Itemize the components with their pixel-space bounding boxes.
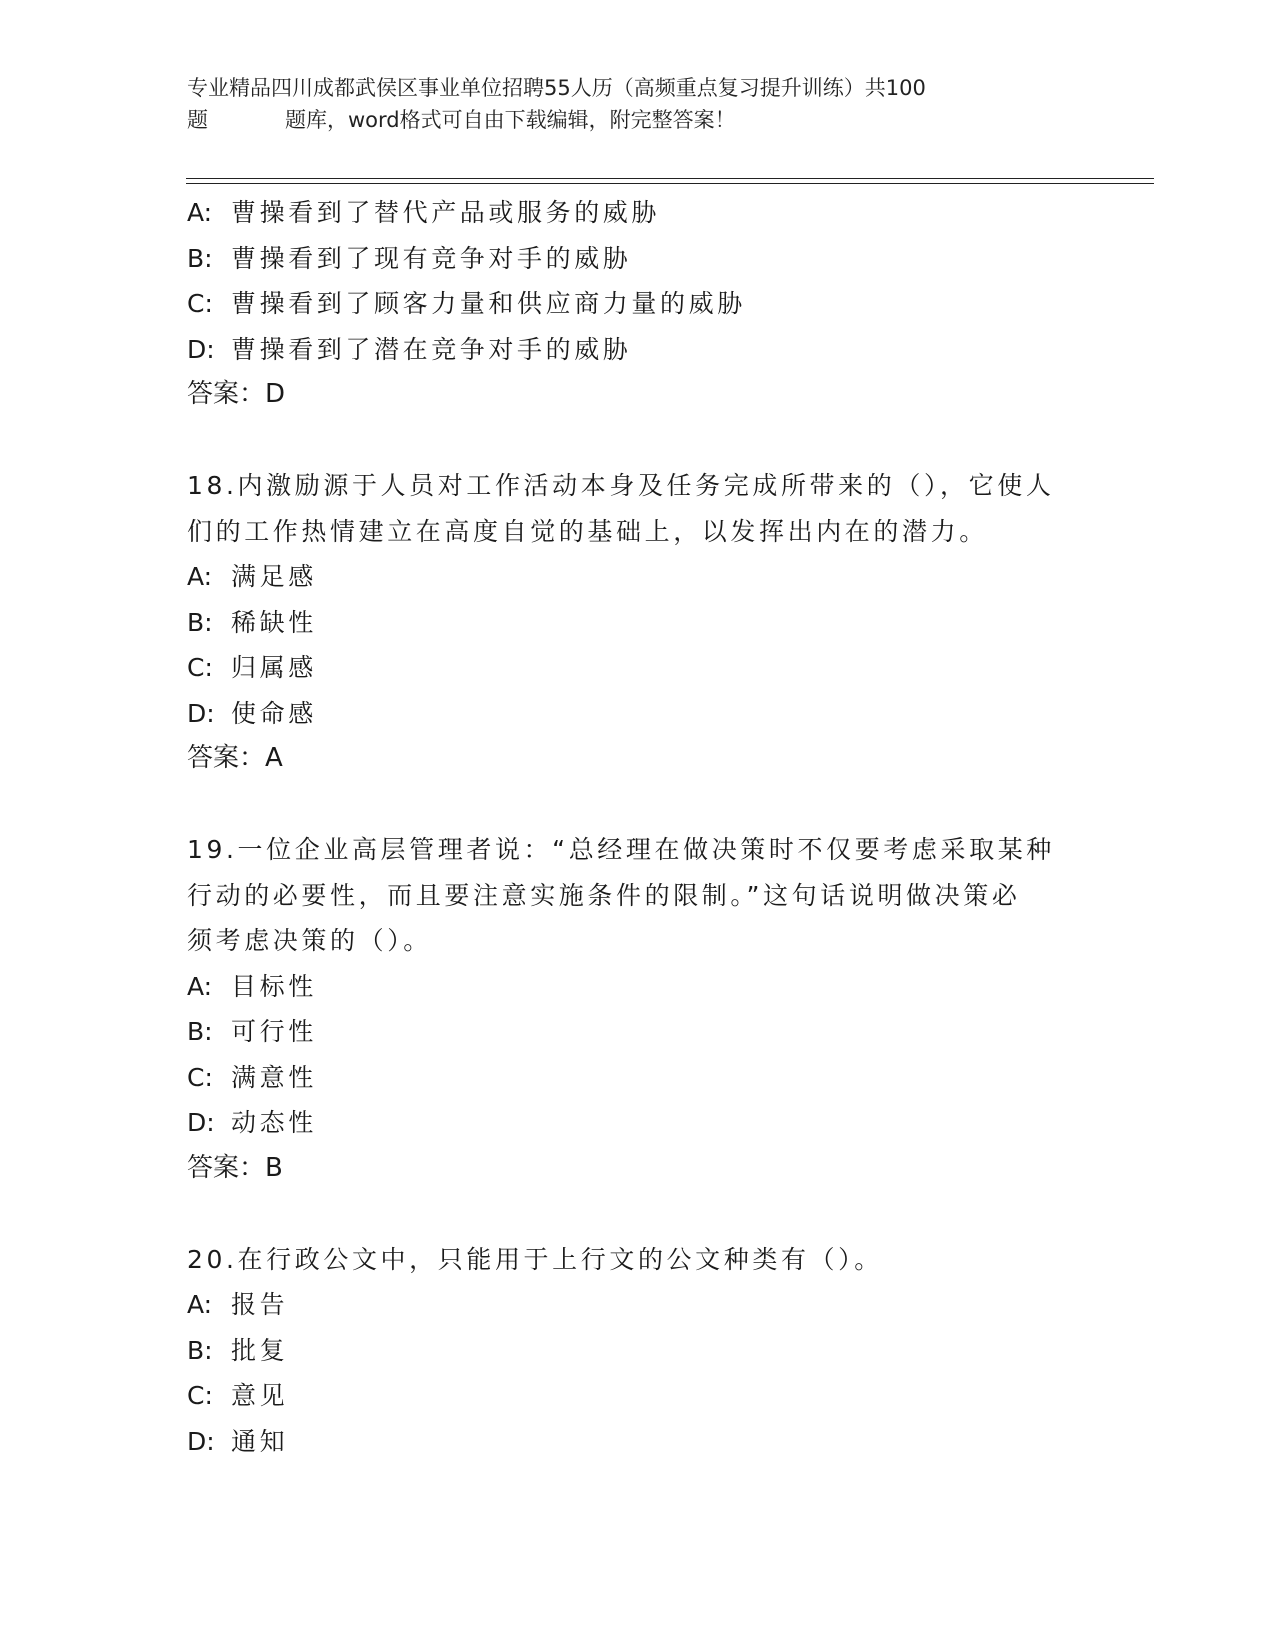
option-text: 使命感 [231, 698, 317, 728]
question-content [187, 190, 1087, 1464]
option-label: A: [187, 971, 213, 1001]
option-b [187, 1328, 1087, 1374]
option-label: A: [187, 562, 213, 591]
option-label: D: [187, 1108, 215, 1137]
option-a [187, 964, 1087, 1010]
option-text: 通知 [231, 1426, 289, 1456]
question-stem-line: 20.在行政公文中，只能用于上行文的公文种类有（）。 [187, 1244, 883, 1274]
option-label: C: [187, 289, 213, 318]
page-header [187, 72, 1087, 136]
option-label: B: [187, 1017, 213, 1046]
option-text: 报告 [231, 1290, 289, 1319]
header-divider-bottom [186, 183, 1154, 184]
option-text: 满意性 [231, 1062, 317, 1092]
option-text: 目标性 [231, 971, 317, 1001]
question-stem-line: 们的工作热情建立在高度自觉的基础上，以发挥出内在的潜力。 [187, 516, 988, 546]
option-text: 曹操看到了顾客力量和供应商力量的威胁 [231, 289, 746, 318]
option-label: C: [187, 653, 213, 682]
option-text: 满足感 [231, 562, 317, 591]
option-a [187, 190, 1087, 236]
option-b [187, 1009, 1087, 1055]
option-text: 动态性 [231, 1108, 317, 1137]
option-a [187, 554, 1087, 600]
question-19 [187, 827, 1087, 1191]
option-label: C: [187, 1062, 213, 1092]
question-stem-line: 19.一位企业高层管理者说：“总经理在做决策时不仅要考虑采取某种 [187, 835, 1055, 864]
option-label: A: [187, 198, 213, 227]
option-c [187, 645, 1087, 691]
option-d [187, 1419, 1087, 1465]
option-label: B: [187, 243, 213, 273]
option-text: 批复 [231, 1335, 289, 1365]
option-text: 稀缺性 [231, 607, 317, 637]
option-text: 曹操看到了现有竞争对手的威胁 [231, 243, 632, 273]
option-b [187, 600, 1087, 646]
option-b [187, 236, 1087, 282]
spacer [187, 418, 1087, 464]
answer-line: 答案：B [187, 1152, 283, 1183]
answer-line: 答案：D [187, 379, 286, 409]
question-20 [187, 1237, 1087, 1465]
spacer [187, 1191, 1087, 1237]
question-17 [187, 190, 1087, 418]
option-a [187, 1282, 1087, 1328]
option-c [187, 281, 1087, 327]
option-d [187, 691, 1087, 737]
header-divider-top [186, 178, 1154, 179]
option-label: B: [187, 607, 213, 637]
option-d [187, 1100, 1087, 1146]
option-text: 意见 [231, 1381, 289, 1410]
option-label: D: [187, 334, 215, 364]
option-label: D: [187, 698, 215, 728]
header-title-line1: 专业精品四川成都武侯区事业单位招聘55人历（高频重点复习提升训练）共100 [187, 76, 926, 100]
option-label: B: [187, 1335, 213, 1365]
question-stem-line: 须考虑决策的（）。 [187, 926, 432, 955]
option-c [187, 1373, 1087, 1419]
option-text: 曹操看到了替代产品或服务的威胁 [231, 198, 661, 227]
header-title-line2-rest: 题库，word格式可自由下载编辑，附完整答案！ [285, 108, 736, 132]
option-text: 可行性 [231, 1017, 317, 1046]
question-stem-line: 行动的必要性，而且要注意实施条件的限制。”这句话说明做决策必 [187, 880, 1021, 910]
option-text: 归属感 [231, 653, 317, 682]
option-text: 曹操看到了潜在竞争对手的威胁 [231, 334, 632, 364]
option-d [187, 327, 1087, 373]
answer-line: 答案：A [187, 743, 283, 773]
question-18 [187, 463, 1087, 782]
option-label: D: [187, 1426, 215, 1456]
question-stem-line: 18.内激励源于人员对工作活动本身及任务完成所带来的（），它使人 [187, 471, 1055, 500]
header-title-line2 [187, 104, 1087, 136]
option-label: C: [187, 1381, 213, 1410]
header-title-line2-start: 题 [187, 108, 208, 132]
option-c [187, 1055, 1087, 1101]
option-label: A: [187, 1290, 213, 1319]
spacer [187, 782, 1087, 828]
